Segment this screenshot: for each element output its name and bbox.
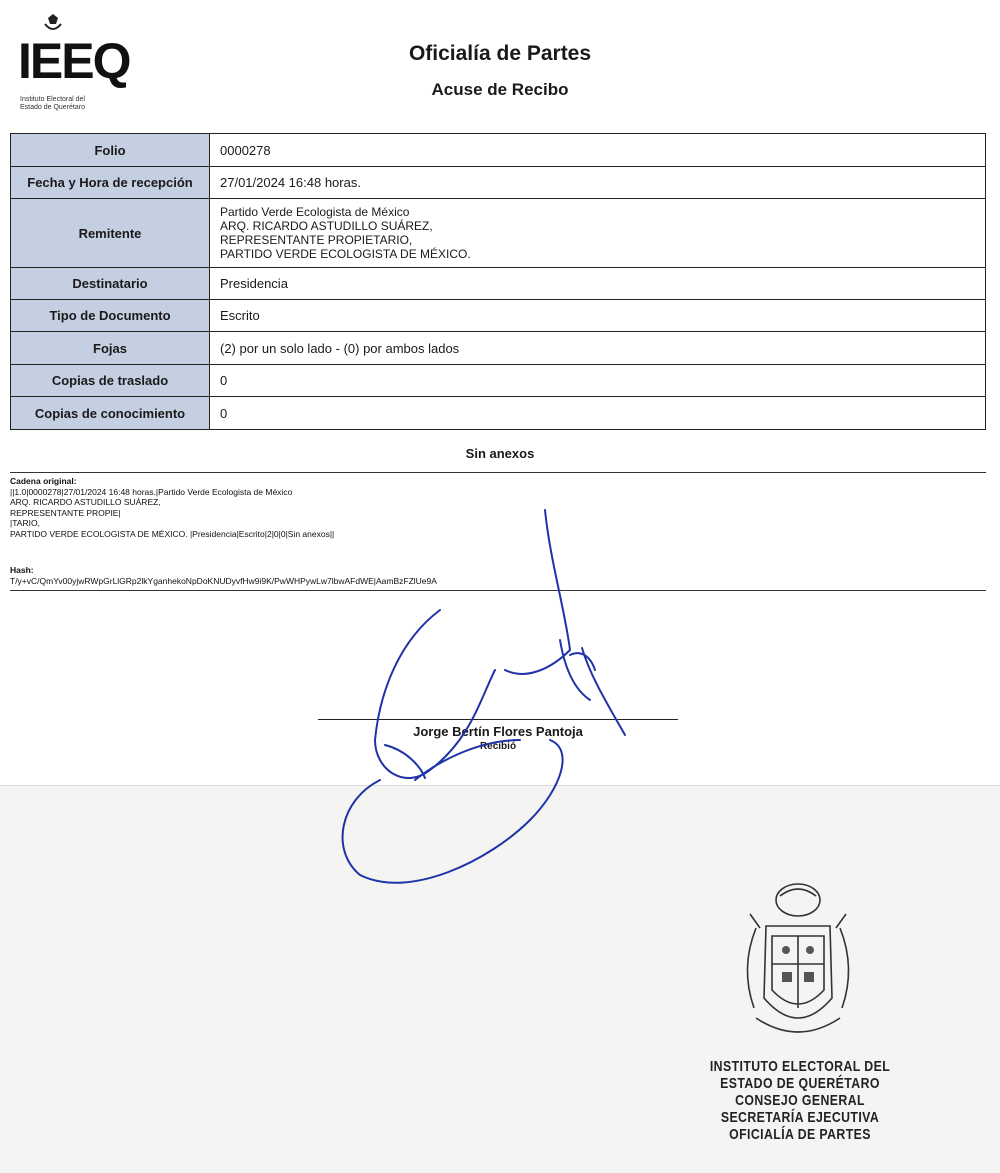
sender-line: Partido Verde Ecologista de México (220, 205, 410, 219)
sender-line: ARQ. RICARDO ASTUDILLO SUÁREZ, (220, 219, 433, 233)
table-row (11, 199, 986, 268)
row-value (210, 199, 986, 268)
table-row (11, 332, 986, 365)
row-label: Folio (11, 134, 210, 167)
table-row (11, 365, 986, 397)
divider (10, 472, 986, 473)
chain-label: Cadena original: (10, 476, 77, 486)
chain-line: ||1.0|0000278|27/01/2024 16:48 horas.|Partido Verde Ecologista de México (10, 486, 293, 497)
row-label: Destinatario (11, 268, 210, 300)
row-label: Tipo de Documento (11, 300, 210, 332)
stamp-line: INSTITUTO ELECTORAL DEL (709, 1058, 891, 1075)
stamp-line: CONSEJO GENERAL (735, 1092, 865, 1109)
chain-line: REPRESENTANTE PROPIE| (10, 507, 121, 518)
row-label: Copias de conocimiento (11, 397, 210, 430)
table-row (11, 300, 986, 332)
logo-mark: IEEQ (18, 33, 130, 89)
handwritten-signature (320, 500, 640, 890)
office-stamp (710, 1058, 890, 1143)
row-label: Fecha y Hora de recepción (11, 167, 210, 199)
table-row (11, 397, 986, 430)
table-row (11, 167, 986, 199)
chain-line: |TARIO, (10, 518, 40, 528)
stamp-line: ESTADO DE QUERÉTARO (720, 1075, 880, 1092)
row-value: (2) por un solo lado - (0) por ambos lados (210, 332, 986, 365)
annexes-note: Sin anexos (465, 446, 535, 461)
sender-line: REPRESENTANTE PROPIETARIO, (220, 233, 413, 247)
row-label: Copias de traslado (11, 365, 210, 397)
sender-line: PARTIDO VERDE ECOLOGISTA DE MÉXICO. (220, 247, 471, 261)
hash-value: T/y+vC/QmYv00yjwRWpGrLlGRp2lkYganhekoNpDoKNUDyvfHw9i9K/PwWHPywLw7lbwAFdWE|AamBzFZlUe9A (10, 575, 437, 586)
table-row (11, 134, 986, 167)
receipt-table (10, 133, 986, 430)
row-value: Escrito (210, 300, 986, 332)
row-value: 0000278 (210, 134, 986, 167)
stamp-line: OFICIALÍA DE PARTES (729, 1126, 871, 1143)
row-value: 0 (210, 365, 986, 397)
logo-subtitle-line: Estado de Querétaro (20, 104, 85, 111)
hash-label: Hash: (10, 565, 34, 575)
receiver-role: Recibió (479, 741, 517, 752)
row-value: 27/01/2024 16:48 horas. (210, 167, 986, 199)
page-title: Oficialía de Partes (408, 42, 592, 65)
row-label: Fojas (11, 332, 210, 365)
crest-icon (40, 12, 66, 34)
row-value: Presidencia (210, 268, 986, 300)
stamp-line: SECRETARÍA EJECUTIVA (720, 1109, 880, 1126)
table-row (11, 268, 986, 300)
row-value: 0 (210, 397, 986, 430)
row-label: Remitente (11, 199, 210, 268)
chain-line: PARTIDO VERDE ECOLOGISTA DE MÉXICO. |Presidencia|Escrito|2|0|0|Sin anexos|| (10, 528, 335, 539)
logo-subtitle-line: Instituto Electoral del (20, 96, 85, 103)
chain-line: ARQ. RICARDO ASTUDILLO SUÁREZ, (10, 497, 161, 507)
receiver-name: Jorge Bertín Flores Pantoja (413, 724, 583, 739)
page-subtitle: Acuse de Recibo (431, 80, 569, 99)
seal-crest-icon (736, 878, 860, 1056)
